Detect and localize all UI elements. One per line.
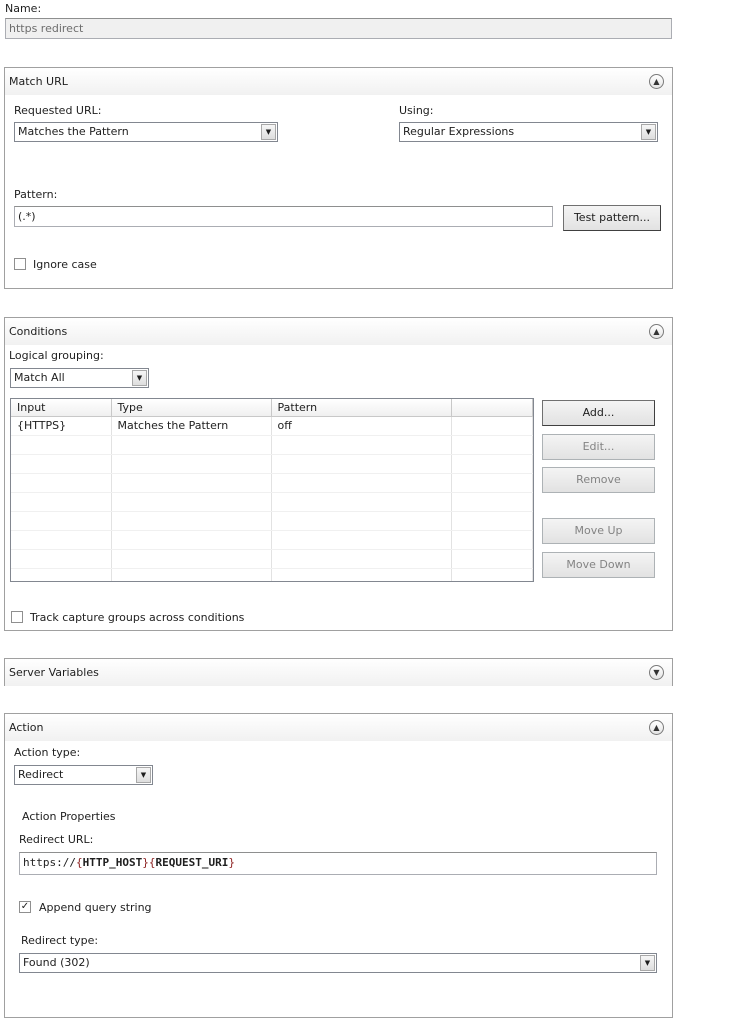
brace: } xyxy=(228,856,235,869)
redirect-type-value: Found (302) xyxy=(23,956,90,969)
empty-row xyxy=(11,473,533,492)
match-url-panel xyxy=(4,67,673,289)
redirect-type-label: Redirect type: xyxy=(21,934,99,947)
column-header-type[interactable]: Type xyxy=(111,399,271,416)
using-select[interactable] xyxy=(399,122,658,142)
action-type-label: Action type: xyxy=(14,746,81,759)
chevron-down-icon: ▼ xyxy=(641,124,656,140)
pattern-label: Pattern: xyxy=(14,188,58,201)
remove-button[interactable]: Remove xyxy=(542,467,655,493)
empty-row xyxy=(11,511,533,530)
track-capture-checkbox[interactable] xyxy=(11,611,23,623)
cell-empty xyxy=(451,416,533,435)
cell-input: {HTTPS} xyxy=(11,416,111,435)
collapse-icon[interactable]: ▲ xyxy=(649,324,664,339)
name-label: Name: xyxy=(5,2,42,15)
requested-url-value: Matches the Pattern xyxy=(18,125,129,138)
cell-type: Matches the Pattern xyxy=(111,416,271,435)
name-input[interactable]: https redirect xyxy=(5,18,672,39)
conditions-title: Conditions xyxy=(9,325,68,338)
column-header-input[interactable]: Input xyxy=(11,399,111,416)
using-label: Using: xyxy=(399,104,434,117)
requested-url-select[interactable] xyxy=(14,122,278,142)
column-header-empty xyxy=(451,399,533,416)
match-url-title: Match URL xyxy=(9,75,68,88)
brace: { xyxy=(75,856,83,869)
test-pattern-button[interactable]: Test pattern... xyxy=(563,205,661,231)
empty-row xyxy=(11,549,533,568)
conditions-panel xyxy=(4,317,673,631)
empty-row xyxy=(11,454,533,473)
brace: { xyxy=(148,856,156,869)
action-type-select[interactable] xyxy=(14,765,153,785)
server-variable: HTTP_HOST xyxy=(82,856,143,869)
collapse-icon[interactable]: ▲ xyxy=(649,74,664,89)
cell-pattern: off xyxy=(271,416,451,435)
ignore-case-checkbox[interactable] xyxy=(14,258,26,270)
conditions-table[interactable] xyxy=(10,398,534,582)
pattern-input[interactable]: (.*) xyxy=(14,206,553,227)
chevron-down-icon: ▼ xyxy=(136,767,151,783)
server-variables-title: Server Variables xyxy=(9,666,99,679)
table-row[interactable] xyxy=(11,416,533,435)
add-button[interactable]: Add... xyxy=(542,400,655,426)
edit-button[interactable]: Edit... xyxy=(542,434,655,460)
track-capture-label: Track capture groups across conditions xyxy=(30,611,245,624)
chevron-down-icon: ▼ xyxy=(261,124,276,140)
action-panel xyxy=(4,713,673,1018)
brace: } xyxy=(142,856,149,869)
empty-row xyxy=(11,435,533,454)
requested-url-label: Requested URL: xyxy=(14,104,102,117)
append-query-string-checkbox[interactable]: ✓ xyxy=(20,901,30,912)
empty-row xyxy=(11,530,533,549)
move-up-button[interactable]: Move Up xyxy=(542,518,655,544)
redirect-url-input[interactable] xyxy=(19,852,657,875)
redirect-url-label: Redirect URL: xyxy=(19,833,94,846)
collapse-icon[interactable]: ▲ xyxy=(649,720,664,735)
logical-grouping-value: Match All xyxy=(14,371,65,384)
ignore-case-label: Ignore case xyxy=(33,258,97,271)
append-query-string-label: Append query string xyxy=(39,901,152,914)
action-properties-label: Action Properties xyxy=(22,810,116,823)
chevron-down-icon: ▼ xyxy=(132,370,147,386)
table-header xyxy=(11,399,533,416)
column-header-pattern[interactable]: Pattern xyxy=(271,399,451,416)
redirect-type-select[interactable] xyxy=(19,953,657,973)
empty-row xyxy=(11,568,533,582)
action-type-value: Redirect xyxy=(18,768,64,781)
action-title: Action xyxy=(9,721,44,734)
logical-grouping-select[interactable] xyxy=(10,368,149,388)
server-variable: REQUEST_URI xyxy=(155,856,229,869)
move-down-button[interactable]: Move Down xyxy=(542,552,655,578)
expand-icon[interactable]: ▼ xyxy=(649,665,664,680)
chevron-down-icon: ▼ xyxy=(640,955,655,971)
empty-row xyxy=(11,492,533,511)
server-variables-panel xyxy=(4,658,673,686)
url-prefix: https:// xyxy=(23,856,76,869)
using-value: Regular Expressions xyxy=(403,125,515,138)
logical-grouping-label: Logical grouping: xyxy=(9,349,104,362)
